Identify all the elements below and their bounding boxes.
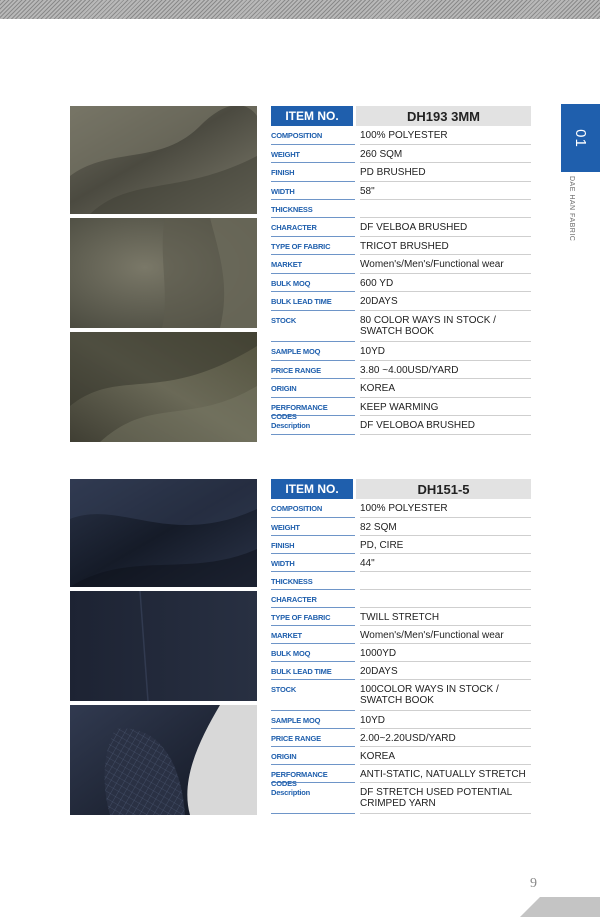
spec-value: 20DAYS [360,662,531,680]
spec-label: Description [271,783,355,814]
spec-value: 82 SQM [360,518,531,536]
spec-row-bulk-lead-time [271,662,531,680]
product-1-header [271,106,531,126]
item-code: DH151-5 [356,479,531,499]
spec-value: 100COLOR WAYS IN STOCK / SWATCH BOOK [360,680,531,711]
spec-value [360,590,531,608]
spec-label: PRICE RANGE [271,729,355,747]
spec-label: WEIGHT [271,518,355,536]
spec-row-sample-moq [271,342,531,361]
spec-value: 100% POLYESTER [360,126,531,145]
spec-value: 44" [360,554,531,572]
spec-value: TRICOT BRUSHED [360,237,531,255]
spec-row-performance-codes [271,398,531,421]
spec-value: 600 YD [360,274,531,292]
spec-value: TWILL STRETCH [360,608,531,626]
spec-value: 3.80 ~4.00USD/YARD [360,361,531,379]
spec-label: STOCK [271,311,355,342]
spec-value: 2.00~2.20USD/YARD [360,729,531,747]
spec-row-origin [271,747,531,765]
item-code: DH193 3MM [356,106,531,126]
corner-decoration [520,897,600,917]
spec-label: FINISH [271,163,355,182]
section-tab [561,104,600,172]
product-1-fabric-photos [70,106,257,442]
spec-value: DF VELBOA BRUSHED [360,218,531,237]
spec-label: PRICE RANGE [271,361,355,379]
spec-row-price-range [271,729,531,747]
spec-value: 58" [360,182,531,200]
spec-value: KOREA [360,379,531,398]
spec-value: ANTI-STATIC, NATUALLY STRETCH [360,765,531,783]
spec-row-character [271,590,531,608]
spec-row-bulk-lead-time [271,292,531,311]
spec-label: BULK MOQ [271,644,355,662]
spec-label: COMPOSITION [271,126,355,145]
spec-row-market [271,255,531,274]
product-2-photo-folded [70,479,257,587]
spec-label: CHARACTER [271,590,355,608]
spec-row-thickness [271,200,531,218]
spec-label: BULK LEAD TIME [271,292,355,311]
spec-value [360,572,531,590]
spec-row-thickness [271,572,531,590]
product-1-photo-draped [70,332,257,442]
spec-label: WIDTH [271,182,355,200]
spec-label: STOCK [271,680,355,711]
brand-label: DAE HAN FABRIC [568,176,575,242]
spec-value: 20DAYS [360,292,531,311]
item-no-label: ITEM NO. [271,479,353,499]
product-2-header [271,479,531,499]
spec-row-sample-moq [271,711,531,729]
spec-row-stock [271,311,531,342]
spec-row-character [271,218,531,237]
spec-label: Description [271,416,355,435]
product-2-photo-draped [70,705,257,815]
spec-label: THICKNESS [271,200,355,218]
spec-value: PD BRUSHED [360,163,531,182]
spec-label: WEIGHT [271,145,355,163]
product-2-photo-flat [70,591,257,701]
side-brand-text [563,176,583,242]
spec-value: DF STRETCH USED POTENTIAL CRIMPED YARN [360,783,531,814]
spec-row-performance-codes [271,765,531,788]
product-2-spec-table [271,479,531,814]
top-hatched-band [0,0,600,19]
spec-label: BULK MOQ [271,274,355,292]
product-1-spec-table [271,106,531,435]
product-2-fabric-photos [70,479,257,815]
spec-label: ORIGIN [271,379,355,398]
spec-label: CHARACTER [271,218,355,237]
product-1-photo-folded [70,106,257,214]
spec-label: SAMPLE MOQ [271,711,355,729]
spec-label: WIDTH [271,554,355,572]
spec-row-description [271,416,531,435]
spec-row-composition [271,499,531,518]
spec-row-bulk-moq [271,644,531,662]
spec-label: TYPE OF FABRIC [271,237,355,255]
spec-row-width [271,182,531,200]
spec-label: THICKNESS [271,572,355,590]
spec-value: DF VELOBOA BRUSHED [360,416,531,435]
spec-value: PD, CIRE [360,536,531,554]
product-1-photo-closeup [70,218,257,328]
spec-row-market [271,626,531,644]
spec-label: SAMPLE MOQ [271,342,355,361]
spec-row-price-range [271,361,531,379]
spec-row-stock [271,680,531,711]
spec-value: 80 COLOR WAYS IN STOCK / SWATCH BOOK [360,311,531,342]
spec-label: PERFORMANCE CODES [271,765,355,783]
spec-value: 260 SQM [360,145,531,163]
spec-label: ORIGIN [271,747,355,765]
spec-label: TYPE OF FABRIC [271,608,355,626]
spec-label: MARKET [271,255,355,274]
spec-value: 100% POLYESTER [360,499,531,518]
spec-value: KOREA [360,747,531,765]
spec-value: KEEP WARMING [360,398,531,416]
spec-row-composition [271,126,531,145]
spec-label: BULK LEAD TIME [271,662,355,680]
spec-label: MARKET [271,626,355,644]
spec-row-type-of-fabric [271,237,531,255]
spec-row-description [271,783,531,814]
spec-value [360,200,531,218]
spec-value: 1000YD [360,644,531,662]
spec-value: Women's/Men's/Functional wear [360,626,531,644]
spec-row-weight [271,145,531,163]
section-tab-number: 01 [572,128,589,148]
spec-value: 10YD [360,711,531,729]
item-no-label: ITEM NO. [271,106,353,126]
spec-label: FINISH [271,536,355,554]
spec-value: 10YD [360,342,531,361]
spec-row-finish [271,536,531,554]
spec-label: COMPOSITION [271,499,355,518]
spec-row-weight [271,518,531,536]
page-number: 9 [530,876,537,891]
spec-row-finish [271,163,531,182]
spec-label: PERFORMANCE CODES [271,398,355,416]
spec-row-origin [271,379,531,398]
spec-value: Women's/Men's/Functional wear [360,255,531,274]
spec-row-type-of-fabric [271,608,531,626]
spec-row-width [271,554,531,572]
spec-row-bulk-moq [271,274,531,292]
